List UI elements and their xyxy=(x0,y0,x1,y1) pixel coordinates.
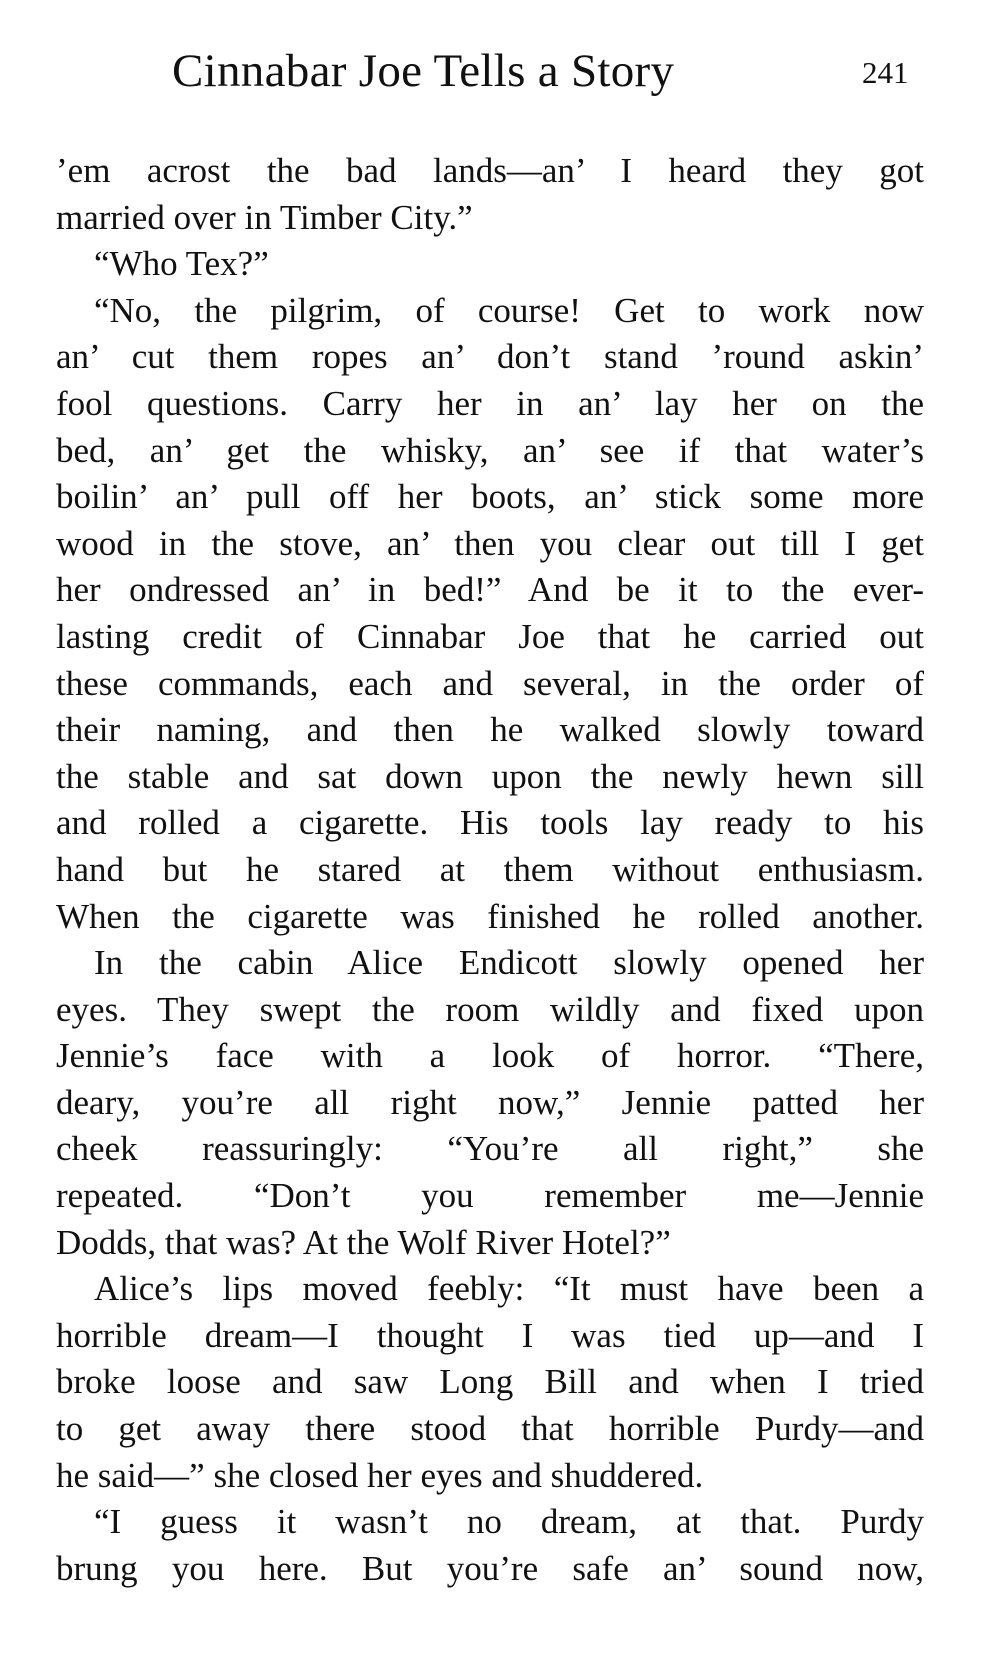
running-header xyxy=(0,36,1000,106)
text-line: he said—” she closed her eyes and shuddered. xyxy=(56,1455,704,1495)
text-line: broke loose and saw Long Bill and when I tried xyxy=(56,1362,924,1402)
text-line: to get away there stood that horrible Purdy—and xyxy=(56,1409,924,1449)
text-line: fool questions. Carry her in an’ lay her on the xyxy=(56,383,924,423)
text-line: ’em acrost the bad lands—an’ I heard they got xyxy=(56,151,924,190)
text-line: “I guess it wasn’t no dream, at that. Purdy xyxy=(94,1502,924,1542)
text-line: When the cigarette was finished he rolled another. xyxy=(56,896,924,936)
text-line: bed, an’ get the whisky, an’ see if that water’s xyxy=(56,430,924,470)
text-line: lasting credit of Cinnabar Joe that he carried out xyxy=(56,616,924,656)
text-line: Jennie’s face with a look of horror. “There, xyxy=(56,1036,924,1076)
text-line: an’ cut them ropes an’ don’t stand ’round askin’ xyxy=(56,337,924,377)
text-line: In the cabin Alice Endicott slowly opened her xyxy=(94,943,924,983)
text-line: wood in the stove, an’ then you clear out till I get xyxy=(56,523,924,563)
running-title: Cinnabar Joe Tells a Story xyxy=(172,45,675,97)
text-line: repeated. “Don’t you remember me—Jennie xyxy=(56,1176,924,1216)
text-line: their naming, and then he walked slowly toward xyxy=(56,710,924,750)
text-line: hand but he stared at them without enthusiasm. xyxy=(56,849,924,889)
text-line: cheek reassuringly: “You’re all right,” she xyxy=(56,1129,924,1169)
text-line: these commands, each and several, in the order of xyxy=(56,663,924,703)
text-line: boilin’ an’ pull off her boots, an’ stick some more xyxy=(56,477,924,517)
text-line: Dodds, that was? At the Wolf River Hotel?” xyxy=(56,1222,671,1262)
text-line: eyes. They swept the room wildly and fixed upon xyxy=(56,989,924,1029)
text-line: the stable and sat down upon the newly hewn sill xyxy=(56,756,924,796)
text-line: horrible dream—I thought I was tied up—and I xyxy=(56,1315,924,1355)
body-text xyxy=(56,148,924,1592)
text-line: Alice’s lips moved feebly: “It must have been a xyxy=(94,1269,924,1309)
text-line: her ondressed an’ in bed!” And be it to the ever- xyxy=(56,570,924,610)
page-number: 241 xyxy=(862,55,909,90)
text-line: brung you here. But you’re safe an’ sound now, xyxy=(56,1548,924,1588)
text-line: “Who Tex?” xyxy=(94,244,269,284)
text-line: married over in Timber City.” xyxy=(56,197,473,237)
text-line: deary, you’re all right now,” Jennie patted her xyxy=(56,1082,924,1122)
text-line: and rolled a cigarette. His tools lay ready to his xyxy=(56,803,924,843)
text-line: “No, the pilgrim, of course! Get to work now xyxy=(94,290,924,330)
